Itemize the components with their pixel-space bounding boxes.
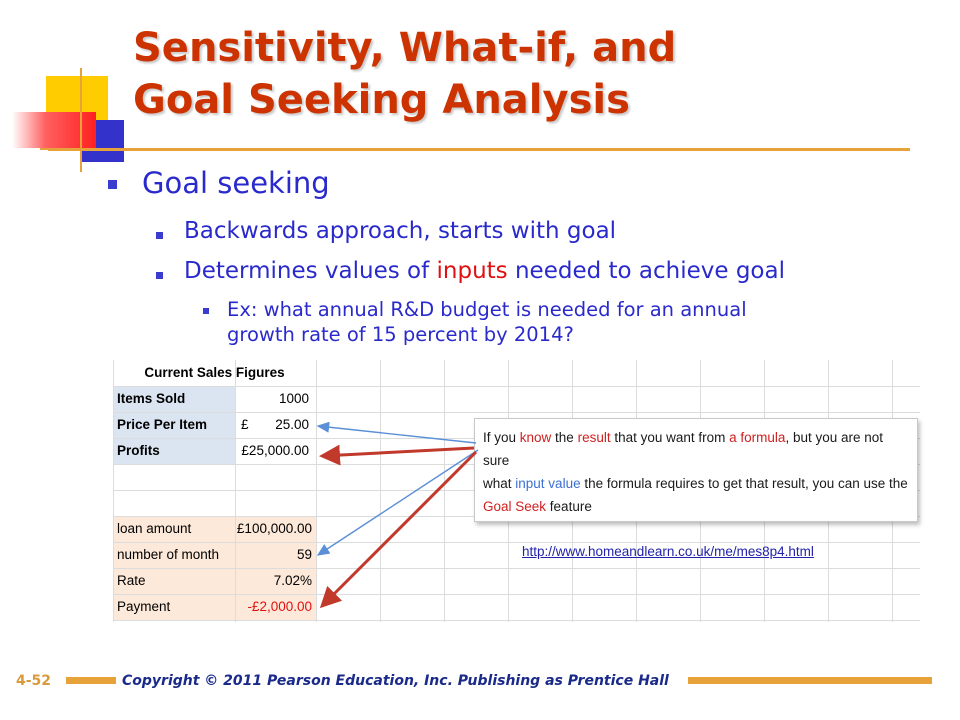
bullet-backwards-approach: Backwards approach, starts with goal — [184, 218, 617, 244]
callout-highlight-goal-seek: Goal Seek — [483, 499, 547, 514]
label-price-per-item: Price Per Item — [117, 417, 208, 432]
label-rate: Rate — [117, 573, 146, 588]
label-items-sold: Items Sold — [117, 391, 186, 406]
footer-bar-left — [66, 677, 116, 684]
callout-text: If you — [483, 430, 520, 445]
bullet-marker — [156, 232, 163, 239]
slide-title — [133, 22, 933, 126]
bullet-marker — [203, 308, 209, 314]
callout-highlight-know: know — [519, 430, 552, 445]
value-payment: -£2,000.00 — [247, 599, 312, 614]
label-payment: Payment — [117, 599, 171, 614]
value-loan-amount: £100,000.00 — [236, 521, 312, 536]
sheet-header: Current Sales Figures — [144, 365, 285, 380]
title-underline — [48, 148, 910, 151]
bullet-example — [227, 297, 747, 347]
callout-text: feature — [546, 499, 592, 514]
label-number-of-month: number of month — [117, 547, 220, 562]
value-profits: £25,000.00 — [241, 443, 309, 458]
bullet-goal-seeking: Goal seeking — [142, 166, 330, 200]
footer-bar-right — [688, 677, 932, 684]
example-line-2: growth rate of 15 percent by 2014? — [227, 323, 574, 346]
callout-highlight-result: result — [577, 430, 611, 445]
example-line-1: Ex: what annual R&D budget is needed for an annual — [227, 298, 747, 321]
goal-seek-callout — [474, 418, 918, 522]
callout-text: what — [483, 476, 516, 491]
value-number-of-month: 59 — [296, 547, 312, 562]
value-price-per-item: 25.00 — [275, 417, 309, 432]
callout-highlight-formula: a formula — [729, 430, 786, 445]
bullet-marker — [108, 180, 117, 189]
page-number: 4-52 — [16, 673, 52, 689]
bullet-text-post: needed to achieve goal — [507, 258, 785, 284]
bullet-determines-values — [184, 258, 785, 284]
bullet-marker — [156, 272, 163, 279]
title-line-2: Goal Seeking Analysis — [133, 77, 630, 123]
value-items-sold: 1000 — [278, 391, 309, 406]
title-line-1: Sensitivity, What-if, and — [133, 25, 677, 71]
label-profits: Profits — [117, 443, 160, 458]
copyright-notice: Copyright © 2011 Pearson Education, Inc. Publishing as Prentice Hall — [122, 673, 669, 689]
currency-price: £ — [241, 417, 249, 432]
logo-vertical-line — [80, 68, 82, 172]
highlight-inputs: inputs — [436, 258, 508, 284]
label-loan-amount: loan amount — [117, 521, 192, 536]
callout-text: that you want from — [610, 430, 730, 445]
value-rate: 7.02% — [273, 573, 312, 588]
homeandlearn-link[interactable]: http://www.homeandlearn.co.uk/me/mes8p4.html — [522, 544, 814, 559]
bullet-text-pre: Determines values of — [184, 258, 437, 284]
callout-highlight-input-value: input value — [515, 476, 581, 491]
logo-red-glow — [12, 112, 96, 148]
callout-text: the — [551, 430, 578, 445]
callout-text: the formula requires to get that result, you can use the — [580, 476, 908, 491]
callout-text: , but you are not sure — [483, 430, 884, 468]
